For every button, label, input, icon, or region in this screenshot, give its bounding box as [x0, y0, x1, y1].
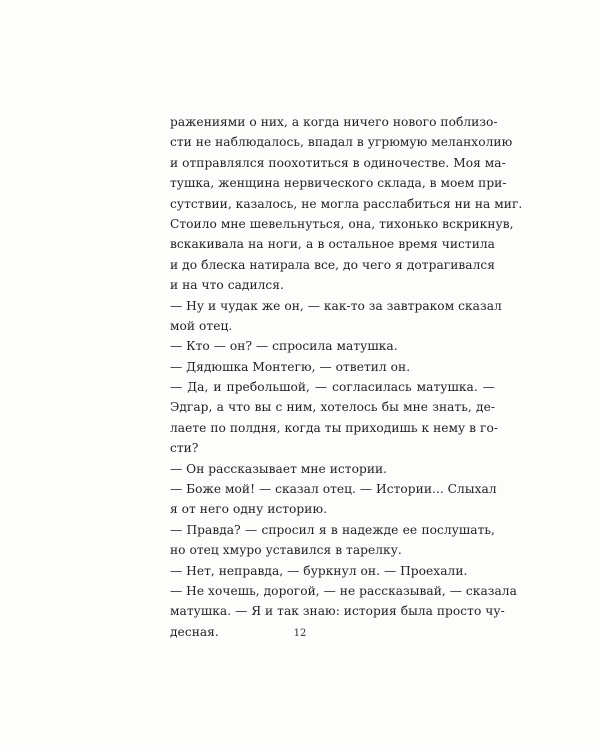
- text-line: — Не хочешь, дорогой, — не рассказывай, — сказала: [170, 583, 517, 598]
- text-line: — Дядюшка Монтегю, — ответил он.: [170, 359, 411, 374]
- page-number: 12: [293, 628, 307, 639]
- text-line: — Кто — он? — спросила матушка.: [170, 339, 398, 354]
- text-line: Стоило мне шевельнуться, она, тихонько вскрикнув,: [170, 216, 514, 231]
- text-line: но отец хмуро уставился в тарелку.: [170, 543, 402, 558]
- text-line: мой отец.: [170, 318, 233, 333]
- text-line: — Правда? — спросил я в надежде ее послушать,: [170, 522, 495, 537]
- text-line: и отправлялся поохотиться в одиночестве. Моя ма-: [170, 155, 506, 170]
- text-line: сутствии, казалось, не могла расслабиться ни на миг.: [170, 196, 523, 211]
- text-line: сти не наблюдалось, впадал в угрюмую меланхолию: [170, 135, 513, 150]
- text-line: я от него одну историю.: [170, 502, 328, 517]
- text-line: — Боже мой! — сказал отец. — Истории... Слыхал: [170, 482, 497, 497]
- text-line: сти?: [170, 441, 199, 456]
- text-line: матушка. — Я и так знаю: история была просто чу-: [170, 604, 505, 619]
- text-line: — Ну и чудак же он, — как-то за завтраком сказал: [170, 298, 502, 313]
- text-line: и до блеска натирала все, до чего я дотрагивался: [170, 257, 495, 272]
- text-line: лаете по полдня, когда ты приходишь к нему в го-: [170, 420, 499, 435]
- text-line: ражениями о них, а когда ничего нового поблизо-: [170, 115, 498, 129]
- text-line: тушка, женщина нервического склада, в моем при-: [170, 176, 507, 191]
- body-text: [170, 112, 523, 642]
- text-line: — Он рассказывает мне истории.: [170, 461, 388, 476]
- text-line: — Нет, неправда, — буркнул он. — Проехали.: [170, 563, 468, 578]
- text-line: десная.: [170, 624, 219, 639]
- text-line: вскакивала на ноги, а в остальное время чистила: [170, 237, 495, 252]
- text-line: — Да, и пребольшой, — согласилась матушка. —: [170, 380, 495, 395]
- text-line: и на что садился.: [170, 278, 284, 293]
- text-line: Эдгар, а что вы с ним, хотелось бы мне знать, де-: [170, 400, 495, 415]
